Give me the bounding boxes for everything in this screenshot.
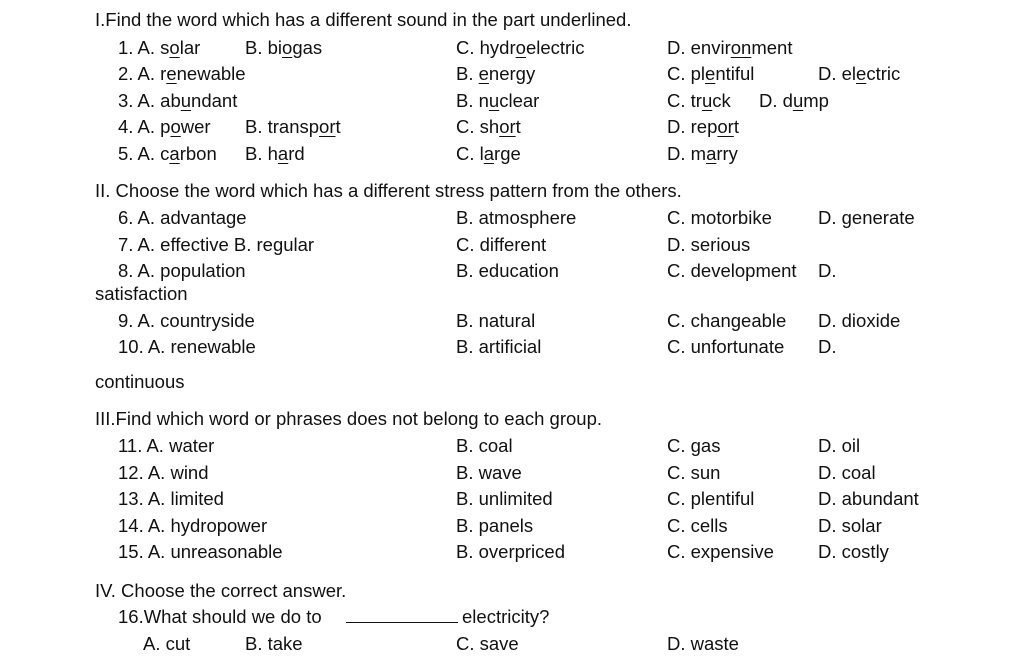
q4-option-a: 4. A. power [118, 116, 211, 137]
section-4-heading: IV. Choose the correct answer. [95, 580, 347, 601]
q3-option-d: D. dump [759, 90, 829, 111]
q4-option-b: B. transport [245, 116, 341, 137]
q13-option-a: 13. A. limited [118, 488, 224, 509]
q15-option-a: 15. A. unreasonable [118, 541, 283, 562]
q14-option-c: C. cells [667, 515, 728, 536]
q2-option-c: C. plentiful [667, 63, 755, 84]
q12-option-d: D. coal [818, 462, 876, 483]
q15-option-b: B. overpriced [456, 541, 565, 562]
q5-option-b: B. hard [245, 143, 305, 164]
q8-option-d-label: D. [818, 260, 837, 281]
q9-option-c: C. changeable [667, 310, 787, 331]
q6-option-a: 6. A. advantage [118, 207, 247, 228]
q16-stem-end: electricity? [462, 606, 550, 627]
q2-option-d: D. electric [818, 63, 901, 84]
q15-option-c: C. expensive [667, 541, 774, 562]
q10-option-b: B. artificial [456, 336, 542, 357]
q8-option-b: B. education [456, 260, 559, 281]
q15-option-d: D. costly [818, 541, 889, 562]
q14-option-b: B. panels [456, 515, 534, 536]
q2-option-b: B. energy [456, 63, 536, 84]
q5-option-c: C. large [456, 143, 521, 164]
q16-option-d: D. waste [667, 633, 739, 654]
q16-answer-blank[interactable] [346, 606, 458, 628]
q10-option-a: 10. A. renewable [118, 336, 256, 357]
q5-option-a: 5. A. carbon [118, 143, 217, 164]
q14-option-a: 14. A. hydropower [118, 515, 268, 536]
q11-option-d: D. oil [818, 435, 861, 456]
q12-option-b: B. wave [456, 462, 522, 483]
q4-option-d: D. report [667, 116, 739, 137]
q1-option-a: 1. A. solar [118, 37, 201, 58]
q14-option-d: D. solar [818, 515, 882, 536]
q6-option-b: B. atmosphere [456, 207, 577, 228]
q6-option-c: C. motorbike [667, 207, 772, 228]
q7-option-ab: 7. A. effective B. regular [118, 234, 315, 255]
q13-option-b: B. unlimited [456, 488, 553, 509]
q8-option-c: C. development [667, 260, 797, 281]
q3-option-a: 3. A. abundant [118, 90, 238, 111]
q9-option-a: 9. A. countryside [118, 310, 255, 331]
q16-option-c: C. save [456, 633, 519, 654]
q16-option-b: B. take [245, 633, 303, 654]
q2-option-a: 2. A. renewable [118, 63, 246, 84]
q16-option-a: A. cut [143, 633, 191, 654]
q10-option-d-word: continuous [95, 371, 185, 392]
q7-option-d: D. serious [667, 234, 751, 255]
q11-option-a: 11. A. water [118, 435, 215, 456]
section-1-heading: I.Find the word which has a different sound in the part underlined. [95, 9, 632, 30]
q5-option-d: D. marry [667, 143, 738, 164]
q9-option-b: B. natural [456, 310, 536, 331]
q4-option-c: C. short [456, 116, 521, 137]
q3-option-c: C. truck [667, 90, 731, 111]
q10-option-d-label: D. [818, 336, 837, 357]
q1-option-c: C. hydroelectric [456, 37, 585, 58]
q8-option-a: 8. A. population [118, 260, 246, 281]
q10-option-c: C. unfortunate [667, 336, 785, 357]
q7-option-c: C. different [456, 234, 547, 255]
q6-option-d: D. generate [818, 207, 915, 228]
q1-option-b: B. biogas [245, 37, 323, 58]
q8-option-d-word: satisfaction [95, 283, 188, 304]
q16-stem-start: 16.What should we do to [118, 606, 322, 627]
q12-option-c: C. sun [667, 462, 721, 483]
q13-option-c: C. plentiful [667, 488, 755, 509]
q1-option-d: D. environment [667, 37, 793, 58]
q13-option-d: D. abundant [818, 488, 919, 509]
q12-option-a: 12. A. wind [118, 462, 209, 483]
q11-option-c: C. gas [667, 435, 721, 456]
q11-option-b: B. coal [456, 435, 513, 456]
q3-option-b: B. nuclear [456, 90, 540, 111]
q9-option-d: D. dioxide [818, 310, 901, 331]
section-2-heading: II. Choose the word which has a different stress pattern from the others. [95, 180, 682, 201]
section-3-heading: III.Find which word or phrases does not belong to each group. [95, 408, 602, 429]
